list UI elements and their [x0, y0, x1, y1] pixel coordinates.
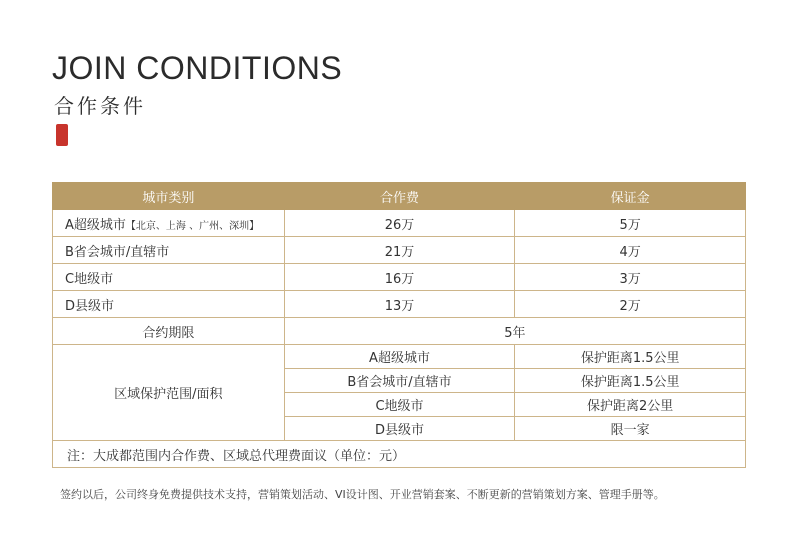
term-row: [53, 318, 746, 345]
conditions-table: [52, 182, 746, 468]
header-city-category: 城市类别: [53, 183, 285, 210]
page-title-en: JOIN CONDITIONS: [52, 50, 343, 86]
protection-range: 保护距离1.5公里: [515, 369, 746, 393]
table-row: [53, 291, 746, 318]
note-row: [53, 441, 746, 468]
category-note: 【北京、上海 、广州、深圳】: [125, 220, 260, 232]
protection-range: 保护距离1.5公里: [515, 345, 746, 369]
category-label: A超级城市: [65, 217, 126, 233]
protection-row: [53, 345, 746, 369]
seal-stamp: [56, 124, 68, 146]
protection-range: 限一家: [515, 417, 746, 441]
row-category: B省会城市/直辖市: [53, 237, 285, 264]
table-header-row: [53, 183, 746, 210]
row-deposit: 3万: [515, 264, 746, 291]
header-fee: 合作费: [284, 183, 515, 210]
footer-text: 签约以后，公司终身免费提供技术支持，营销策划活动、VI设计图、开业营销套案、不断更新的营销策划方案、管理手册等。: [60, 488, 665, 501]
protection-city: C地级市: [284, 393, 515, 417]
table-note: 注：大成都范围内合作费、区域总代理费面议（单位：元）: [53, 441, 746, 468]
row-fee: 21万: [284, 237, 515, 264]
protection-label: 区域保护范围/面积: [53, 345, 285, 441]
row-fee: 16万: [284, 264, 515, 291]
term-value: 5年: [284, 318, 745, 345]
table-row: [53, 210, 746, 237]
row-fee: 13万: [284, 291, 515, 318]
row-fee: 26万: [284, 210, 515, 237]
row-deposit: 4万: [515, 237, 746, 264]
table-row: [53, 237, 746, 264]
page-title-cn: 合作条件: [54, 94, 146, 118]
table-row: [53, 264, 746, 291]
protection-range: 保护距离2公里: [515, 393, 746, 417]
row-category: C地级市: [53, 264, 285, 291]
row-category: [53, 210, 285, 237]
term-label: 合约期限: [53, 318, 285, 345]
row-deposit: 2万: [515, 291, 746, 318]
protection-city: B省会城市/直辖市: [284, 369, 515, 393]
protection-city: D县级市: [284, 417, 515, 441]
row-category: D县级市: [53, 291, 285, 318]
header-deposit: 保证金: [515, 183, 746, 210]
protection-city: A超级城市: [284, 345, 515, 369]
row-deposit: 5万: [515, 210, 746, 237]
